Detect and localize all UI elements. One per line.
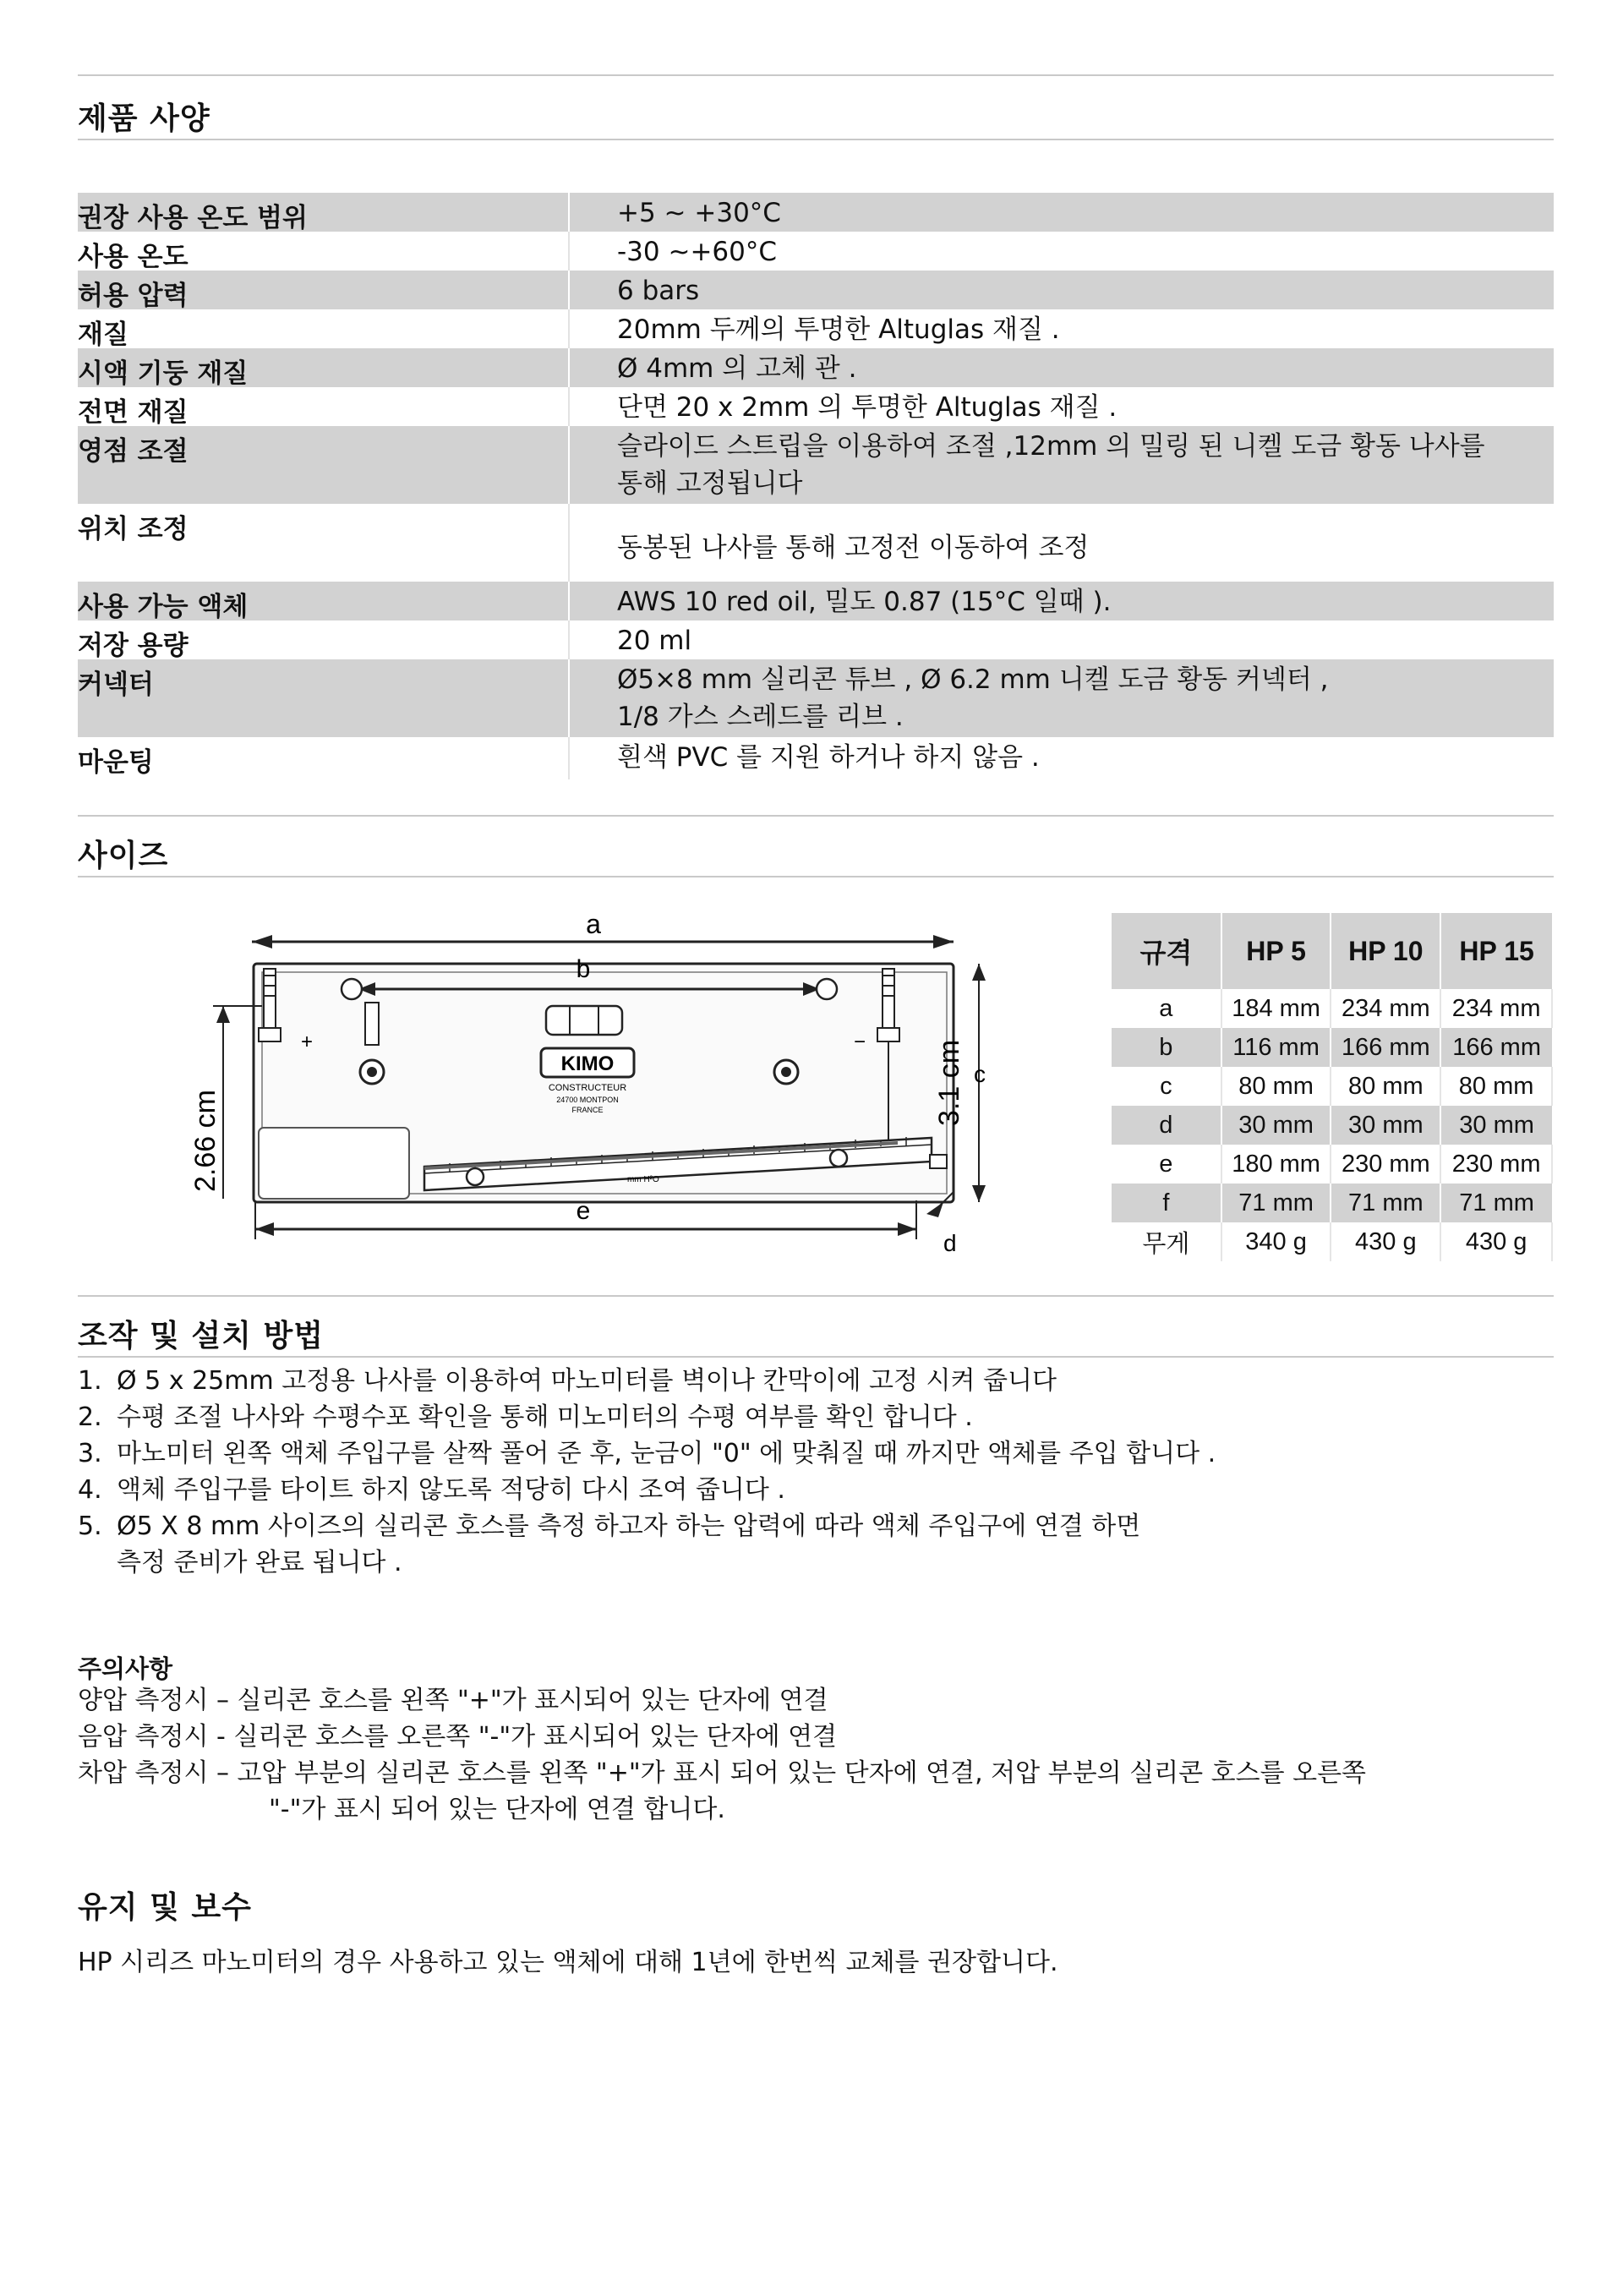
scale-unit: mm H²O <box>627 1175 659 1184</box>
table-cell: 30 mm <box>1331 1106 1440 1145</box>
spec-label: 재질 <box>78 309 570 348</box>
label-e: e <box>576 1197 591 1225</box>
spec-value-line: Ø5×8 mm 실리콘 튜브 , Ø 6.2 mm 니켈 도금 황동 커넥터 , <box>617 664 1329 695</box>
step-text: 수평 조절 나사와 수평수포 확인을 통해 미노미터의 수평 여부를 확인 합니다 . <box>117 1402 973 1432</box>
table-cell: 234 mm <box>1331 989 1440 1028</box>
size-header-row <box>1112 913 1552 989</box>
table-row <box>1112 1067 1552 1106</box>
arrow-head <box>933 935 954 948</box>
table-cell: c <box>1112 1067 1221 1106</box>
divider <box>78 1356 1554 1358</box>
note-line: "-"가 표시 되어 있는 단자에 연결 합니다. <box>269 1795 725 1824</box>
specs-heading: 제품 사양 <box>78 101 210 136</box>
step-text: 측정 준비가 완료 됩니다 . <box>117 1548 402 1577</box>
table-row <box>1112 1145 1552 1184</box>
spec-value: -30 ~+60°C <box>617 237 778 267</box>
list-item <box>78 1508 1216 1544</box>
minus-label: − <box>854 1030 866 1053</box>
table-row <box>1112 1028 1552 1067</box>
zero-screw <box>365 1003 379 1045</box>
header-cell: HP 5 <box>1221 913 1331 989</box>
divider <box>78 1295 1554 1297</box>
spec-value: 6 bars <box>617 276 700 306</box>
divider <box>78 815 1554 817</box>
table-row <box>1112 989 1552 1028</box>
table-cell: 230 mm <box>1440 1145 1552 1184</box>
scale-screw <box>467 1168 484 1185</box>
note-line: 음압 측정시 - 실리콘 호스를 오른쪽 "-"가 표시되어 있는 단자에 연결 <box>78 1722 838 1752</box>
divider <box>78 139 1554 140</box>
size-heading: 사이즈 <box>78 839 169 873</box>
spec-value: Ø 4mm 의 고체 관 . <box>617 353 857 384</box>
arrow-head <box>252 935 272 948</box>
note-line: 차압 측정시 – 고압 부분의 실리콘 호스를 왼쪽 "+"가 표시 되어 있는 단자에 연결, 저압 부분의 실리콘 호스를 오른쪽 <box>78 1758 1367 1788</box>
spec-value-line: 1/8 가스 스레드를 리브 . <box>617 702 904 732</box>
brand-sub: CONSTRUCTEUR <box>548 1083 627 1093</box>
spec-label: 권장 사용 온도 범위 <box>78 193 570 232</box>
table-cell: 71 mm <box>1440 1184 1552 1222</box>
spec-table <box>78 193 1554 779</box>
spec-row <box>78 737 1554 779</box>
spec-label: 허용 압력 <box>78 271 570 309</box>
reservoir <box>259 1128 409 1199</box>
spec-row <box>78 659 1554 737</box>
spec-row <box>78 426 1554 504</box>
list-item <box>78 1435 1216 1472</box>
spec-label: 사용 온도 <box>78 232 570 271</box>
step-number <box>78 1544 117 1581</box>
table-cell: 180 mm <box>1221 1145 1331 1184</box>
table-cell: 80 mm <box>1440 1067 1552 1106</box>
connector-right <box>883 969 894 1028</box>
dim-left-label: 2.66 cm <box>189 1090 221 1192</box>
brand-sub: FRANCE <box>571 1106 604 1114</box>
arrow-head <box>972 964 986 981</box>
ops-heading: 조작 및 설치 방법 <box>78 1319 325 1353</box>
step-text: Ø 5 x 25mm 고정용 나사를 이용하여 마노미터를 벽이나 칸막이에 고정 시켜 줍니다 <box>117 1366 1057 1396</box>
screw-center <box>367 1067 377 1077</box>
label-a: a <box>586 909 601 939</box>
table-cell: 71 mm <box>1331 1184 1440 1222</box>
spec-label: 시액 기둥 재질 <box>78 348 570 387</box>
table-cell: 30 mm <box>1221 1106 1331 1145</box>
list-item <box>78 1544 1216 1581</box>
level-bubble <box>546 1006 622 1035</box>
maint-text: HP 시리즈 마노미터의 경우 사용하고 있는 액체에 대해 1년에 한번씩 교체를 권장합니다. <box>78 1948 1058 1977</box>
install-steps <box>78 1363 1216 1581</box>
divider <box>78 876 1554 877</box>
spec-row <box>78 232 1554 271</box>
spec-value: 흰색 PVC 를 지원 하거나 하지 않음 . <box>617 742 1040 773</box>
arrow-head <box>255 1222 274 1236</box>
brand-name: KIMO <box>560 1052 615 1075</box>
table-cell: 166 mm <box>1331 1028 1440 1067</box>
spec-row <box>78 193 1554 232</box>
spec-value <box>570 426 1554 504</box>
scale-screw <box>830 1150 847 1167</box>
connector-nut <box>259 1028 281 1041</box>
arrow-head <box>898 1222 916 1236</box>
step-number: 4. <box>78 1475 102 1505</box>
screw-center <box>781 1067 791 1077</box>
table-cell: 430 g <box>1440 1222 1552 1261</box>
spec-value-line: 슬라이드 스트립을 이용하여 조절 ,12mm 의 밀링 된 니켈 도금 황동 나사를 <box>617 431 1485 462</box>
spec-value: 20 ml <box>617 626 692 656</box>
label-b: b <box>576 955 591 983</box>
spec-label: 사용 가능 액체 <box>78 582 570 620</box>
table-cell: b <box>1112 1028 1221 1067</box>
table-row <box>1112 1106 1552 1145</box>
plus-label: + <box>301 1030 314 1053</box>
table-row <box>1112 1184 1552 1222</box>
step-number: 1. <box>78 1366 102 1396</box>
brand-sub: 24700 MONTPON <box>556 1096 619 1104</box>
notes-title: 주의사항 <box>78 1654 173 1683</box>
table-cell: d <box>1112 1106 1221 1145</box>
size-table <box>1112 913 1553 1261</box>
list-item <box>78 1472 1216 1508</box>
label-c: c <box>974 1061 986 1087</box>
spec-row <box>78 620 1554 659</box>
spec-label: 영점 조절 <box>78 426 570 504</box>
spec-value: 동봉된 나사를 통해 고정전 이동하여 조정 <box>617 533 1090 563</box>
spec-row <box>78 348 1554 387</box>
spec-label: 마운팅 <box>78 737 570 779</box>
header-cell: HP 15 <box>1440 913 1552 989</box>
connector-left <box>264 969 276 1028</box>
spec-row <box>78 582 1554 620</box>
spec-value: 단면 20 x 2mm 의 투명한 Altuglas 재질 . <box>617 392 1118 423</box>
step-text: 마노미터 왼쪽 액체 주입구를 살짝 풀어 준 후, 눈금이 "0" 에 맞춰질 때 까지만 액체를 주입 합니다 . <box>117 1439 1216 1468</box>
spec-label: 저장 용량 <box>78 620 570 659</box>
dim-right-label: 3.1 cm <box>933 1039 965 1126</box>
spec-value: +5 ~ +30°C <box>617 198 781 228</box>
step-text: 액체 주입구를 타이트 하지 않도록 적당히 다시 조여 줍니다 . <box>117 1475 785 1505</box>
table-cell: 71 mm <box>1221 1184 1331 1222</box>
spec-row <box>78 309 1554 348</box>
table-row <box>1112 1222 1552 1261</box>
divider <box>78 74 1554 76</box>
connector-nut <box>877 1028 899 1041</box>
arrow-head <box>216 1006 230 1023</box>
spec-label: 커넥터 <box>78 659 570 737</box>
step-number: 3. <box>78 1439 102 1468</box>
spec-row <box>78 504 1554 582</box>
scale-end <box>930 1155 947 1168</box>
table-cell: 116 mm <box>1221 1028 1331 1067</box>
mount-hole <box>342 979 362 999</box>
spec-value <box>570 659 1554 737</box>
header-cell: HP 10 <box>1331 913 1440 989</box>
step-number: 2. <box>78 1402 102 1432</box>
table-cell: 무게 <box>1112 1222 1221 1261</box>
mount-hole <box>817 979 837 999</box>
table-cell: 184 mm <box>1221 989 1331 1028</box>
table-cell: 234 mm <box>1440 989 1552 1028</box>
spec-row <box>78 271 1554 309</box>
header-cell: 규격 <box>1112 913 1221 989</box>
spec-label: 전면 재질 <box>78 387 570 426</box>
notes-block <box>78 1682 1366 1828</box>
arrow-head <box>972 1185 986 1202</box>
maint-heading: 유지 및 보수 <box>78 1890 252 1925</box>
step-text: Ø5 X 8 mm 사이즈의 실리콘 호스를 측정 하고자 하는 압력에 따라 액체 주입구에 연결 하면 <box>117 1512 1141 1541</box>
table-cell: f <box>1112 1184 1221 1222</box>
spec-value-line: 통해 고정됩니다 <box>617 468 803 499</box>
table-cell: 80 mm <box>1331 1067 1440 1106</box>
list-item <box>78 1399 1216 1435</box>
table-cell: 80 mm <box>1221 1067 1331 1106</box>
table-cell: 30 mm <box>1440 1106 1552 1145</box>
spec-value: AWS 10 red oil, 밀도 0.87 (15°C 일때 ). <box>617 587 1112 617</box>
table-cell: 430 g <box>1331 1222 1440 1261</box>
spec-value: 20mm 두께의 투명한 Altuglas 재질 . <box>617 314 1060 345</box>
table-cell: 166 mm <box>1440 1028 1552 1067</box>
table-cell: 230 mm <box>1331 1145 1440 1184</box>
table-cell: 340 g <box>1221 1222 1331 1261</box>
spec-label: 위치 조정 <box>78 504 570 582</box>
spec-row <box>78 387 1554 426</box>
manometer-diagram <box>189 909 1008 1260</box>
table-cell: a <box>1112 989 1221 1028</box>
step-number: 5. <box>78 1512 102 1541</box>
label-d: d <box>943 1230 957 1256</box>
list-item <box>78 1363 1216 1399</box>
table-cell: e <box>1112 1145 1221 1184</box>
note-line: 양압 측정시 – 실리콘 호스를 왼쪽 "+"가 표시되어 있는 단자에 연결 <box>78 1686 828 1715</box>
